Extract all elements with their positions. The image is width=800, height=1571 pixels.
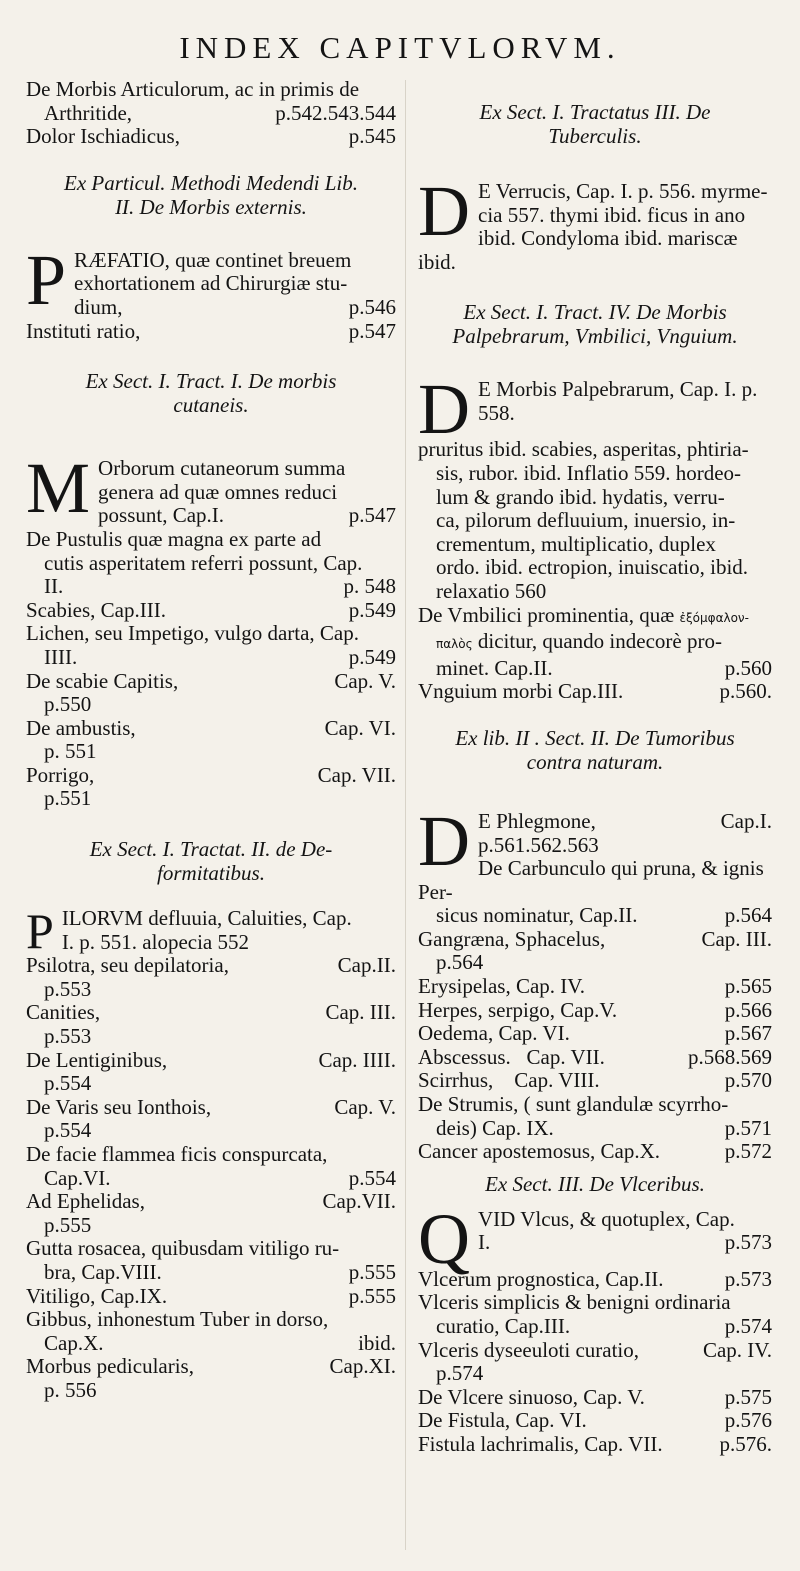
chapter-ref: Cap. V. — [334, 1094, 396, 1119]
chapter-ref: Cap.I. — [720, 808, 772, 833]
entry-line — [418, 928, 772, 952]
entry-pustulis — [26, 528, 396, 599]
entry-text: Cap.X. — [44, 1330, 104, 1355]
entry-line — [478, 810, 772, 834]
entry-line — [26, 1190, 396, 1214]
entry-line: I. p. 551. alopecia 552 — [61, 929, 250, 954]
entry-gangraena — [418, 928, 772, 975]
chapter-ref: Cap. VII. — [317, 762, 396, 787]
drop-capital: D — [418, 171, 470, 251]
chapter-ref: Cap. V. — [334, 668, 396, 693]
entry-text: Vitiligo, Cap.IX. — [26, 1283, 168, 1308]
entry-canities — [26, 1001, 396, 1048]
drop-capital: M — [26, 448, 91, 529]
entry-fistula — [418, 1409, 772, 1433]
chapter-ref: Cap. VI. — [324, 715, 396, 740]
entry-text: De Vmbilici prominentia, quæ — [418, 602, 675, 627]
heading-line: Ex Sect. I. Tractat. II. de De- — [89, 837, 333, 862]
page-ref: p. 548 — [343, 574, 396, 599]
entry-facie-flammea — [26, 1143, 396, 1190]
page-ref: p.549 — [348, 597, 396, 622]
entry-line — [26, 1001, 396, 1025]
entry-line: cutis asperitatem referri possunt, Cap. — [44, 550, 363, 575]
heading-line: Ex Sect. I. Tract. I. De morbis — [85, 369, 337, 394]
entry-instituti — [26, 320, 396, 344]
entry-scabies — [26, 599, 396, 623]
page-ref: p.542.543.544 — [275, 100, 396, 125]
drop-capital: D — [418, 800, 470, 881]
entry-line: ILORVM defluuia, Caluities, Cap. — [61, 906, 352, 931]
entry-porrigo — [26, 764, 396, 811]
heading-line: contra naturam. — [526, 749, 664, 774]
entry-line — [74, 296, 396, 320]
chapter-ref: Cap.VII. — [322, 1189, 396, 1214]
entry-line — [26, 954, 396, 978]
entry-text: sicus nominatur, Cap.II. — [436, 903, 638, 928]
drop-capital: D — [418, 369, 470, 450]
page-ref: p.554 — [348, 1165, 396, 1190]
page-ref: p.575 — [724, 1384, 772, 1409]
entry-text: bra, Cap.VIII. — [44, 1259, 162, 1284]
entry-line — [26, 1096, 396, 1120]
entry-line: exhortationem ad Chirurgiæ stu- — [74, 271, 348, 296]
entry-line: De Carbunculo qui pruna, & ignis Per- — [418, 856, 764, 904]
page-ref: p.549 — [348, 644, 396, 669]
heading-line: II. De Morbis externis. — [115, 194, 307, 219]
entry-line: Vlceris simplicis & benigni ordinaria — [418, 1290, 731, 1315]
entry-lichen — [26, 622, 396, 669]
entry-sinuoso — [418, 1386, 772, 1410]
heading-line: Palpebrarum, Vmbilici, Vnguium. — [452, 324, 738, 349]
entry-line — [26, 717, 396, 741]
entry-varis — [26, 1096, 396, 1143]
entry-vlceris-simplicis — [418, 1291, 772, 1338]
entry-arthritis — [26, 78, 396, 125]
page-ref: p.554 — [44, 1118, 92, 1143]
entry-text: Scabies, Cap.III. — [26, 597, 166, 622]
entry-line: De Morbis Articulorum, ac in primis de — [26, 77, 360, 101]
page-ref: p.564 — [724, 903, 772, 928]
entry-fistula-lachrimalis — [418, 1433, 772, 1457]
entry-praefatio — [26, 239, 396, 320]
entry-line — [418, 904, 772, 928]
entry-line: ca, pilorum defluuium, inuersio, in- — [436, 508, 736, 533]
entry-line: De facie flammea ficis conspurcata, — [26, 1142, 328, 1166]
page-ref: p.573 — [724, 1266, 772, 1291]
entry-erysipelas — [418, 975, 772, 999]
entry-text: Erysipelas, Cap. IV. — [418, 974, 586, 999]
entry-pedicularis — [26, 1355, 396, 1402]
entry-pilorum — [26, 903, 396, 960]
entry-line: De Pustulis quæ magna ex parte ad — [26, 526, 322, 551]
entry-line — [26, 764, 396, 788]
entry-text: Oedema, Cap. VI. — [418, 1021, 570, 1046]
entry-text: dium, — [74, 294, 123, 319]
entry-text: Fistula lachrimalis, Cap. VII. — [418, 1431, 663, 1456]
entry-line — [26, 1049, 396, 1073]
entry-text: Scirrhus, Cap. VIII. — [418, 1068, 600, 1093]
entry-line — [26, 1261, 396, 1285]
heading-line: Tuberculis. — [548, 124, 642, 148]
entry-text: Cancer apostemosus, Cap.X. — [418, 1139, 661, 1164]
entry-text: minet. Cap.II. — [436, 655, 553, 680]
entry-scabie-capitis — [26, 670, 396, 717]
heading-line: Ex Sect. I. Tractatus III. De — [479, 100, 711, 124]
entry-text: Abscessus. Cap. VII. — [418, 1044, 605, 1069]
chapter-ref: Cap. III. — [325, 1000, 396, 1025]
entry-oedema — [418, 1022, 772, 1046]
page-ref: p. 551 — [44, 739, 97, 764]
drop-capital: P — [26, 903, 54, 960]
left-column — [26, 78, 396, 1403]
entry-lentiginibus — [26, 1049, 396, 1096]
entry-morborum — [26, 448, 396, 529]
entry-abscessus — [418, 1046, 772, 1070]
section-heading — [418, 726, 772, 774]
entry-line — [26, 646, 396, 670]
entry-text: Vlceris dyseeuloti curatio, — [418, 1337, 640, 1362]
entry-text: Instituti ratio, — [26, 318, 141, 343]
drop-capital: Q — [418, 1198, 470, 1279]
page-ref: p.570 — [724, 1068, 772, 1093]
page-ref: p.566 — [724, 997, 772, 1022]
entry-text: E Phlegmone, — [478, 808, 596, 833]
entry-line — [26, 1332, 396, 1356]
entry-text: Ad Ephelidas, — [26, 1189, 145, 1214]
page-ref: p.560 — [724, 655, 772, 680]
entry-text: possunt, Cap.I. — [98, 503, 225, 528]
heading-line: cutaneis. — [173, 393, 249, 418]
entry-line: E Verrucis, Cap. I. p. 556. myrme- — [478, 179, 768, 203]
entry-line — [26, 1355, 396, 1379]
page-ref: p.576 — [724, 1408, 772, 1433]
heading-line: formitatibus. — [157, 861, 265, 886]
entry-text: De scabie Capitis, — [26, 668, 179, 693]
entry-herpes — [418, 999, 772, 1023]
entry-line: pruritus ibid. scabies, asperitas, phtiria- — [418, 437, 749, 462]
entry-text: De Lentiginibus, — [26, 1047, 168, 1072]
chapter-ref: Cap. III. — [701, 926, 772, 951]
page-ref: p.553 — [44, 976, 92, 1001]
page-ref: p.553 — [44, 1024, 92, 1049]
entry-strumis — [418, 1093, 772, 1140]
chapter-ref: Cap. IIII. — [318, 1047, 396, 1072]
page-ref: p.547 — [348, 503, 396, 528]
entry-ambustis — [26, 717, 396, 764]
entry-text: Cap.VI. — [44, 1165, 111, 1190]
page-ref: p.561.562.563 — [478, 832, 599, 857]
entry-scirrhus — [418, 1069, 772, 1093]
page-ref: p.568.569 — [688, 1044, 772, 1069]
entry-line — [418, 1315, 772, 1339]
section-heading — [26, 171, 396, 219]
page-ref: p.560. — [719, 679, 772, 704]
entry-cancer — [418, 1140, 772, 1164]
entry-line: ibid. Condyloma ibid. mariscæ ibid. — [418, 226, 738, 274]
entry-umbilici — [418, 604, 772, 681]
entry-text: dicitur, quando indecorè pro- — [477, 629, 722, 654]
heading-line: Ex Sect. I. Tract. IV. De Morbis — [463, 300, 727, 325]
section-heading — [26, 837, 396, 885]
entry-line — [26, 102, 396, 126]
entry-text: Herpes, serpigo, Cap.V. — [418, 997, 618, 1022]
entry-line: crementum, multiplicatio, duplex — [436, 531, 716, 556]
section-heading — [418, 1172, 772, 1196]
entry-line: genera ad quæ omnes reduci — [98, 479, 338, 504]
entry-text: Psilotra, seu depilatoria, — [26, 953, 229, 978]
entry-dyseeuloti — [418, 1339, 772, 1386]
entry-text: I. — [478, 1230, 491, 1255]
entry-text: IIII. — [44, 644, 78, 669]
entry-text: II. — [44, 574, 64, 599]
entry-text: De Vlcere sinuoso, Cap. V. — [418, 1384, 645, 1409]
greek-text: ἐξόμφαλον- — [679, 610, 749, 625]
entry-line — [418, 630, 772, 657]
page-ref: ibid. — [358, 1330, 396, 1355]
entry-text: curatio, Cap.III. — [436, 1314, 571, 1338]
chapter-ref: Cap.II. — [337, 953, 396, 978]
entry-text: Morbus pedicularis, — [26, 1354, 194, 1379]
entry-text: De Varis seu Ionthois, — [26, 1094, 212, 1119]
entry-text: Vnguium morbi Cap.III. — [418, 679, 624, 704]
entry-line: E Morbis Palpebrarum, Cap. I. p. — [478, 377, 758, 402]
entry-ischiadicus — [26, 125, 396, 149]
entry-line: cia 557. thymi ibid. ficus in ano — [478, 202, 746, 227]
entry-vitiligo — [26, 1285, 396, 1309]
drop-capital: P — [26, 239, 67, 320]
entry-text: De Fistula, Cap. VI. — [418, 1408, 587, 1433]
entry-gutta-rosacea — [26, 1237, 396, 1284]
page-ref: p.572 — [724, 1139, 772, 1164]
heading-line: Ex lib. II . Sect. II. De Tumoribus — [455, 725, 735, 750]
page-ref: p.547 — [348, 318, 396, 343]
entry-line: sis, rubor. ibid. Inflatio 559. hordeo- — [436, 460, 742, 485]
entry-ephelidas — [26, 1190, 396, 1237]
entry-line: Gutta rosacea, quibusdam vitiligo ru- — [26, 1236, 340, 1261]
entry-palpebrarum — [418, 369, 772, 603]
heading-line: Ex Particul. Methodi Medendi Lib. — [64, 170, 358, 195]
page-ref: p.555 — [44, 1212, 92, 1237]
entry-prognostica — [418, 1268, 772, 1292]
page-ref: p.555 — [348, 1283, 396, 1308]
heading-line: Ex Sect. III. De Vlceribus. — [485, 1171, 705, 1196]
entry-line — [26, 575, 396, 599]
entry-line: Lichen, seu Impetigo, vulgo darta, Cap. — [26, 621, 359, 646]
page-ref: p.546 — [348, 294, 396, 319]
page-ref: p.567 — [724, 1021, 772, 1046]
entry-text: Porrigo, — [26, 762, 95, 787]
entry-line: VID Vlcus, & quotuplex, Cap. — [478, 1206, 735, 1231]
page-ref: p.550 — [44, 692, 92, 717]
page-ref: p.555 — [348, 1259, 396, 1284]
entry-line: Orborum cutaneorum summa — [98, 456, 346, 481]
right-column — [418, 78, 772, 1457]
page-ref: p.565 — [724, 974, 772, 999]
entry-line: lum & grando ibid. hydatis, verru- — [436, 484, 725, 509]
entry-line — [98, 504, 396, 528]
page-ref: p.571 — [724, 1115, 772, 1140]
entry-line — [418, 604, 772, 631]
section-heading — [418, 100, 772, 148]
entry-text: Gangræna, Sphacelus, — [418, 926, 606, 951]
entry-line: RÆFATIO, quæ continet breuem — [74, 247, 352, 272]
greek-text: παλὸς — [436, 637, 473, 652]
page-ref: p.545 — [348, 124, 396, 149]
entry-line: relaxatio 560 — [436, 578, 547, 603]
entry-text: deis) Cap. IX. — [436, 1115, 554, 1140]
entry-text: Canities, — [26, 1000, 101, 1025]
entry-line: 558. — [478, 400, 515, 425]
entry-psilotra — [26, 954, 396, 1001]
entry-line: De Strumis, ( sunt glandulæ scyrrho- — [418, 1092, 729, 1117]
entry-line — [418, 1339, 772, 1363]
page-ref: p.574 — [724, 1314, 772, 1338]
chapter-ref: Cap.XI. — [329, 1354, 396, 1379]
section-heading — [26, 369, 396, 417]
entry-line — [26, 670, 396, 694]
section-heading — [418, 300, 772, 348]
entry-text: Vlcerum prognostica, Cap.II. — [418, 1266, 664, 1291]
entry-line: Gibbus, inhonestum Tuber in dorso, — [26, 1307, 329, 1332]
entry-line — [418, 657, 772, 681]
entry-line — [26, 1167, 396, 1191]
entry-carbunculo — [418, 857, 772, 928]
page-ref: p.554 — [44, 1071, 92, 1096]
page-ref: p.551 — [44, 786, 92, 811]
page-title: INDEX CAPITVLORVM. — [179, 30, 621, 65]
entry-line — [478, 1231, 772, 1255]
entry-text: Dolor Ischiadicus, — [26, 124, 180, 149]
entry-unguium — [418, 680, 772, 704]
entry-gibbus — [26, 1308, 396, 1355]
page-ref: p. 556 — [44, 1377, 97, 1402]
page-ref: p.573 — [724, 1230, 772, 1255]
page-ref: p.574 — [436, 1361, 484, 1386]
entry-line — [418, 1117, 772, 1141]
page-ref: p.576. — [719, 1431, 772, 1456]
entry-line: ordo. ibid. ectropion, inuiscatio, ibid. — [436, 555, 749, 580]
entry-text: De ambustis, — [26, 715, 136, 740]
chapter-ref: Cap. IV. — [702, 1337, 772, 1362]
page-ref: p.564 — [436, 950, 484, 975]
column-gutter — [405, 80, 406, 1550]
entry-text: Arthritide, — [44, 100, 133, 125]
entry-verrucis — [418, 171, 772, 274]
